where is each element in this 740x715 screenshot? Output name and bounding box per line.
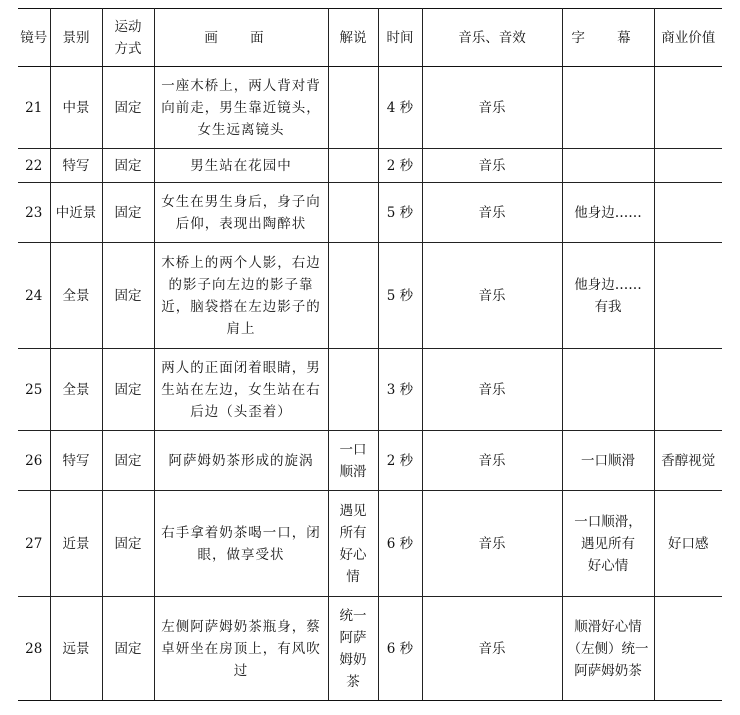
table-row	[18, 149, 722, 183]
cell-shot-size: 近景	[50, 491, 102, 597]
table-row	[18, 243, 722, 349]
cell-music-sfx: 音乐	[422, 431, 562, 491]
header-duration: 时间	[378, 9, 422, 67]
cell-shot-size: 中景	[50, 67, 102, 149]
cell-narration	[328, 183, 378, 243]
cell-caption	[562, 149, 654, 183]
cell-frame: 左侧阿萨姆奶茶瓶身，蔡卓妍坐在房顶上，有风吹过	[154, 597, 328, 701]
header-frame-label: 画 面	[204, 29, 278, 46]
cell-narration: 统一 阿萨 姆奶 茶	[328, 597, 378, 701]
cell-music-sfx: 音乐	[422, 183, 562, 243]
cell-narration	[328, 67, 378, 149]
cell-caption	[562, 67, 654, 149]
cell-frame: 木桥上的两个人影，右边的影子向左边的影子靠近，脑袋搭在左边影子的肩上	[154, 243, 328, 349]
cell-shot-no: 27	[18, 491, 50, 597]
header-frame	[154, 9, 328, 67]
cell-music-sfx: 音乐	[422, 349, 562, 431]
cell-music-sfx: 音乐	[422, 491, 562, 597]
cell-commercial-value	[654, 149, 722, 183]
table-row	[18, 349, 722, 431]
cell-shot-size: 全景	[50, 349, 102, 431]
header-movement	[102, 9, 154, 67]
cell-duration: 6 秒	[378, 597, 422, 701]
cell-movement: 固定	[102, 149, 154, 183]
header-shot-size: 景别	[50, 9, 102, 67]
cell-duration: 5 秒	[378, 183, 422, 243]
header-narration: 解说	[328, 9, 378, 67]
header-row	[18, 9, 722, 67]
cell-shot-no: 24	[18, 243, 50, 349]
table-row	[18, 597, 722, 701]
cell-duration: 5 秒	[378, 243, 422, 349]
cell-commercial-value	[654, 243, 722, 349]
cell-shot-size: 远景	[50, 597, 102, 701]
header-caption-label: 字 幕	[571, 29, 645, 46]
table-row	[18, 491, 722, 597]
cell-movement: 固定	[102, 491, 154, 597]
cell-frame: 阿萨姆奶茶形成的旋涡	[154, 431, 328, 491]
cell-music-sfx: 音乐	[422, 67, 562, 149]
header-movement-label: 运动 方式	[114, 18, 142, 57]
header-music-sfx: 音乐、音效	[422, 9, 562, 67]
cell-shot-no: 26	[18, 431, 50, 491]
storyboard-table	[18, 8, 722, 701]
cell-narration	[328, 243, 378, 349]
cell-shot-no: 23	[18, 183, 50, 243]
cell-commercial-value	[654, 67, 722, 149]
cell-movement: 固定	[102, 67, 154, 149]
cell-duration: 2 秒	[378, 431, 422, 491]
cell-music-sfx: 音乐	[422, 149, 562, 183]
cell-frame: 男生站在花园中	[154, 149, 328, 183]
cell-duration: 4 秒	[378, 67, 422, 149]
cell-shot-no: 21	[18, 67, 50, 149]
cell-movement: 固定	[102, 349, 154, 431]
cell-narration	[328, 349, 378, 431]
cell-caption: 一口顺滑	[562, 431, 654, 491]
cell-music-sfx: 音乐	[422, 597, 562, 701]
cell-narration: 一口 顺滑	[328, 431, 378, 491]
cell-shot-size: 特写	[50, 431, 102, 491]
cell-duration: 3 秒	[378, 349, 422, 431]
cell-shot-no: 22	[18, 149, 50, 183]
header-commercial-value: 商业价值	[654, 9, 722, 67]
table-row	[18, 183, 722, 243]
header-shot-no: 镜号	[18, 9, 50, 67]
cell-commercial-value: 香醇视觉	[654, 431, 722, 491]
cell-caption	[562, 349, 654, 431]
cell-caption: 他身边……	[562, 183, 654, 243]
cell-commercial-value	[654, 597, 722, 701]
cell-shot-size: 特写	[50, 149, 102, 183]
table-row	[18, 67, 722, 149]
cell-frame: 右手拿着奶茶喝一口，闭眼，做享受状	[154, 491, 328, 597]
table-row	[18, 431, 722, 491]
cell-caption: 顺滑好心情 （左侧）统一 阿萨姆奶茶	[562, 597, 654, 701]
cell-frame: 一座木桥上，两人背对背向前走，男生靠近镜头，女生远离镜头	[154, 67, 328, 149]
cell-movement: 固定	[102, 597, 154, 701]
cell-duration: 2 秒	[378, 149, 422, 183]
cell-movement: 固定	[102, 243, 154, 349]
cell-duration: 6 秒	[378, 491, 422, 597]
header-caption	[562, 9, 654, 67]
cell-shot-size: 全景	[50, 243, 102, 349]
cell-commercial-value	[654, 349, 722, 431]
cell-commercial-value: 好口感	[654, 491, 722, 597]
cell-narration: 遇见 所有 好心 情	[328, 491, 378, 597]
cell-shot-size: 中近景	[50, 183, 102, 243]
cell-caption: 他身边…… 有我	[562, 243, 654, 349]
cell-shot-no: 25	[18, 349, 50, 431]
cell-caption: 一口顺滑， 遇见所有 好心情	[562, 491, 654, 597]
cell-shot-no: 28	[18, 597, 50, 701]
cell-music-sfx: 音乐	[422, 243, 562, 349]
cell-commercial-value	[654, 183, 722, 243]
cell-movement: 固定	[102, 431, 154, 491]
cell-frame: 女生在男生身后，身子向后仰，表现出陶醉状	[154, 183, 328, 243]
cell-narration	[328, 149, 378, 183]
cell-frame: 两人的正面闭着眼睛，男生站在左边，女生站在右后边（头歪着）	[154, 349, 328, 431]
cell-movement: 固定	[102, 183, 154, 243]
